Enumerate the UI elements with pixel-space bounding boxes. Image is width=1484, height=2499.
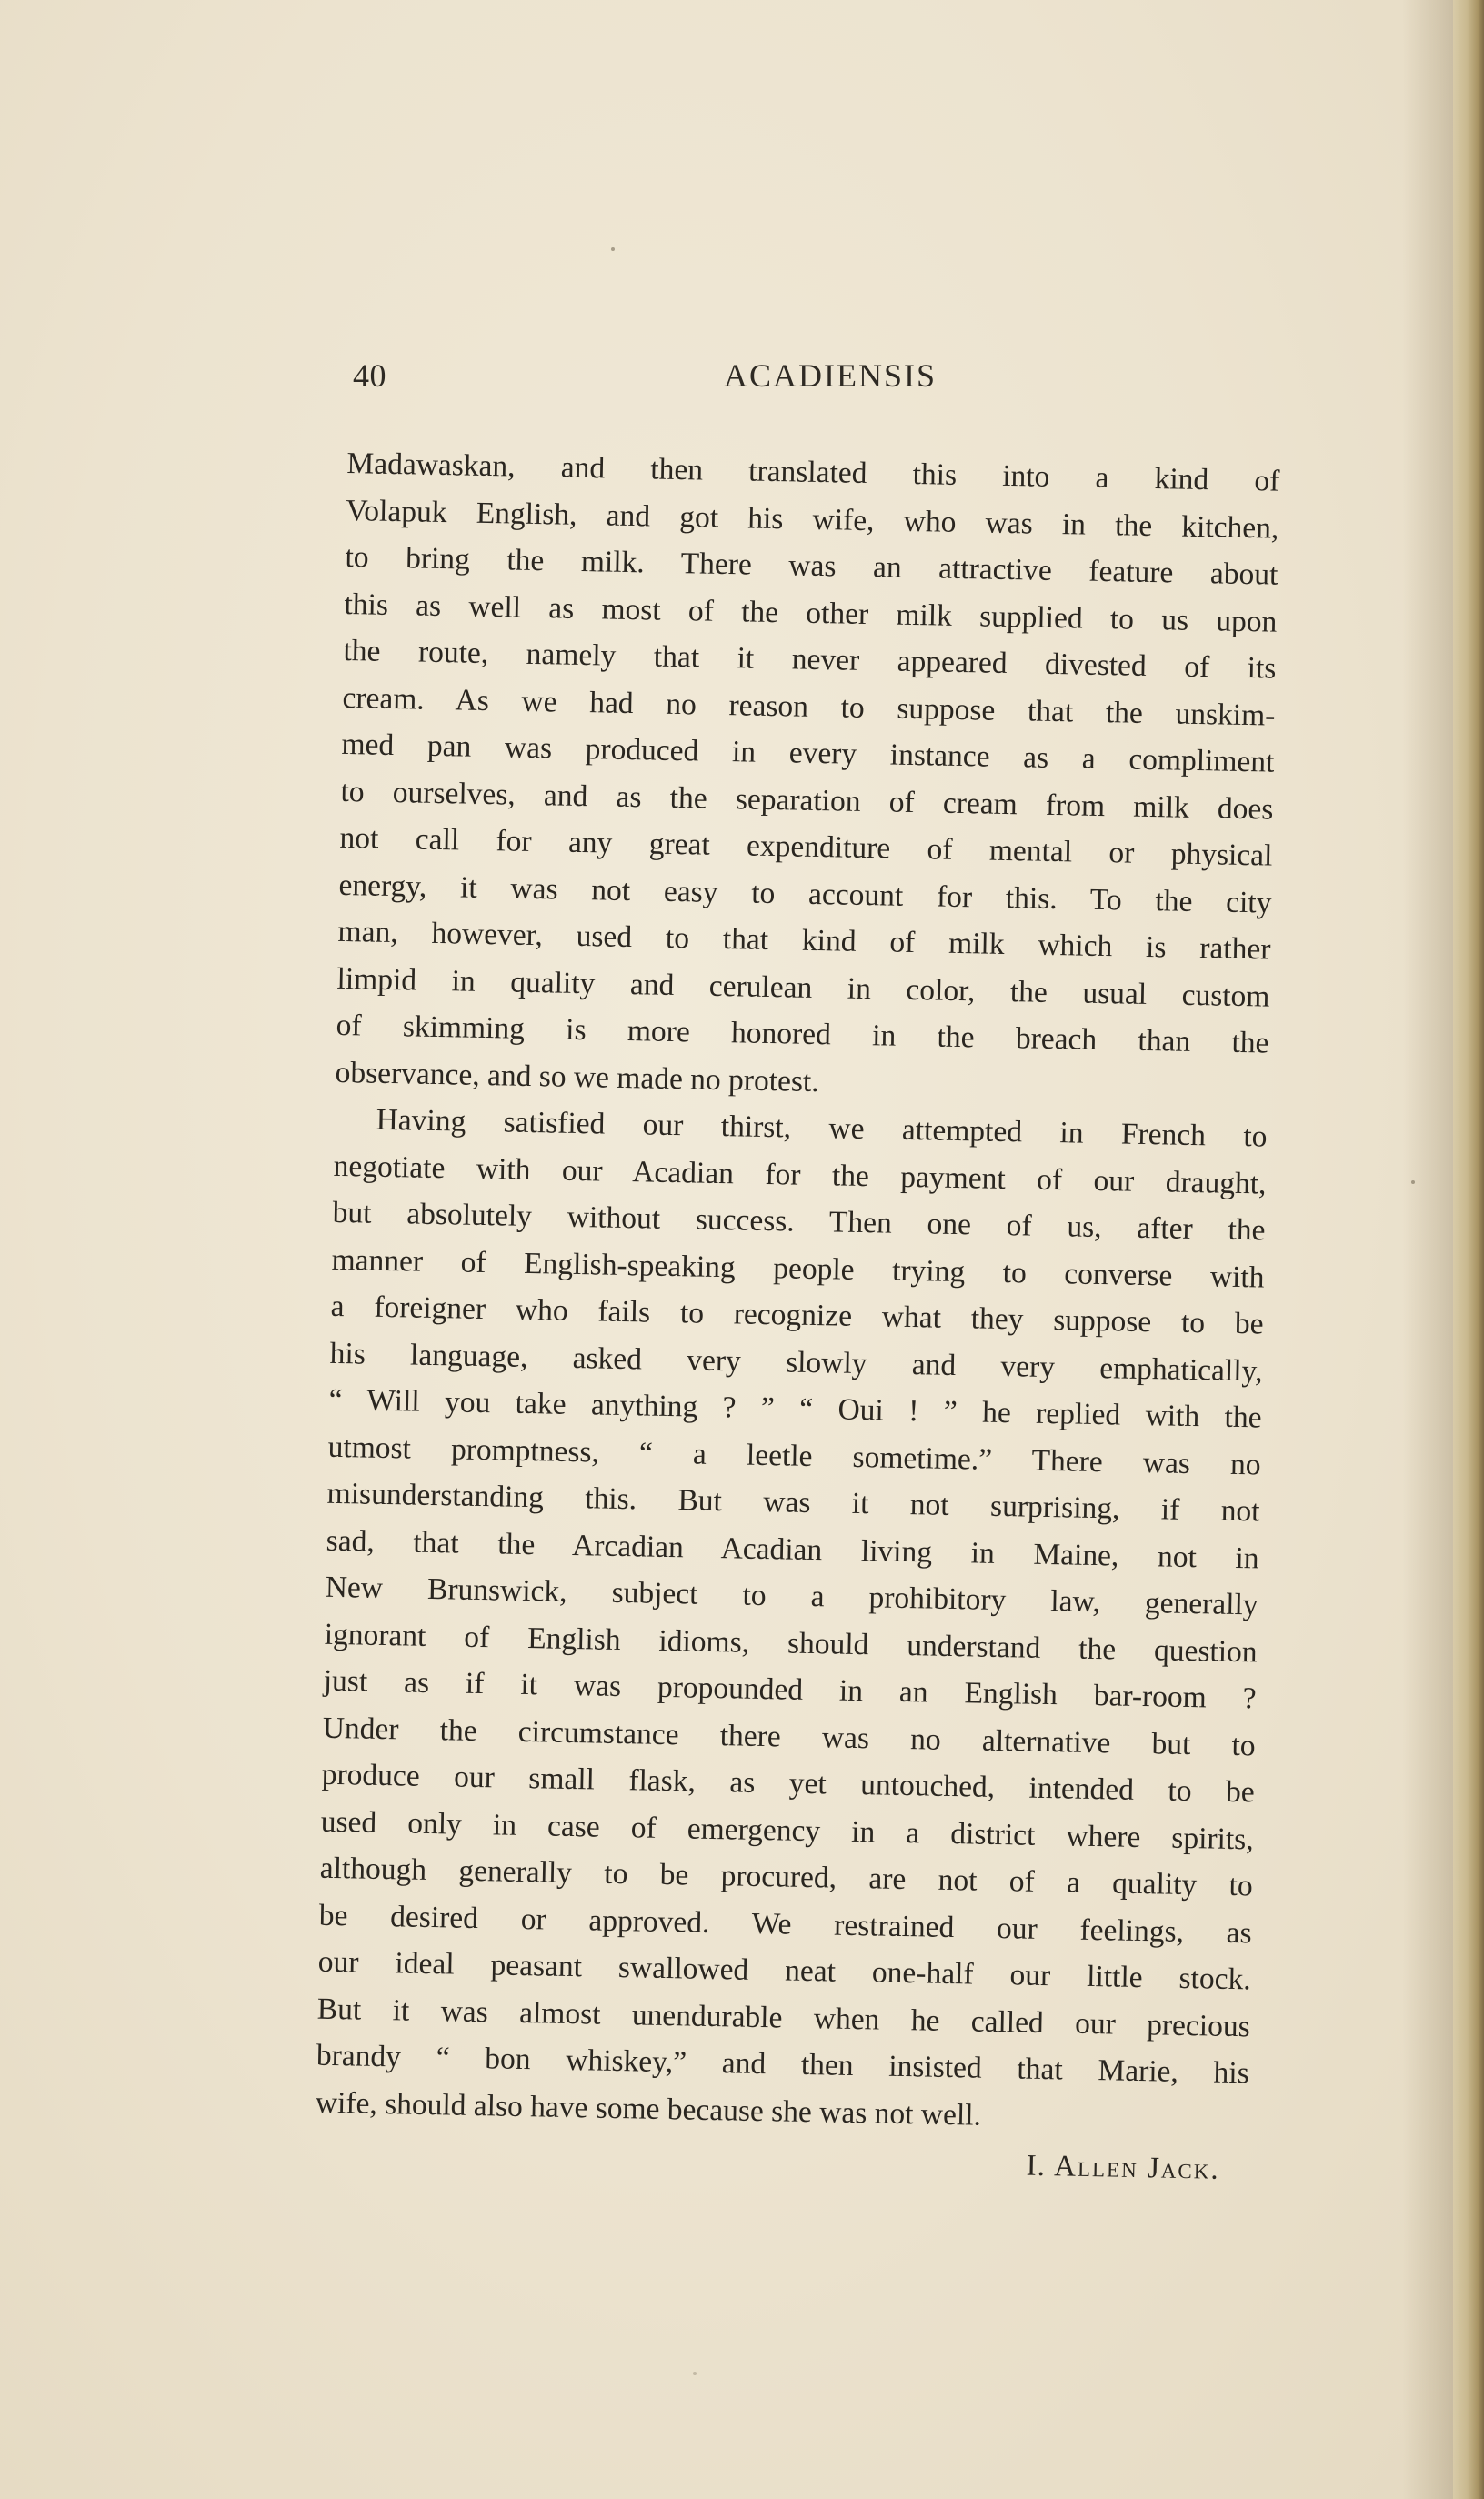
paragraph-1 (335, 440, 1280, 1114)
text-line: manner of English-speaking people trying to converse with (331, 1242, 1265, 1295)
page-edge-shadow (1453, 0, 1484, 2499)
text-line: his language, asked very slowly and very emphatically, (329, 1336, 1263, 1389)
text-line: to bring the milk. There was an attractive feature about (345, 539, 1278, 592)
text-line: a foreigner who fails to recognize what they suppose to be (330, 1289, 1264, 1341)
text-line: Under the circumstance there was no alternative but to (322, 1711, 1256, 1762)
text-line: brandy “ bon whiskey,” and then insisted that Marie, his (316, 2038, 1250, 2091)
paragraph-2 (315, 1096, 1268, 2143)
paper-speck (693, 2372, 697, 2375)
text-line: “ Will you take anything ? ” “ Oui ! ” he replied with the (328, 1382, 1262, 1435)
text-line: just as if it was propounded in an English bar-room ? (323, 1663, 1257, 1716)
text-line: to ourselves, and as the separation of cream from milk does (340, 774, 1274, 827)
text-line: of skimming is more honored in the breach than the (336, 1008, 1269, 1060)
running-head (353, 356, 1289, 404)
text-line: limpid in quality and cerulean in color, the usual custom (336, 961, 1270, 1014)
text-line: utmost promptness, “ a leetle sometime.” There was no (327, 1430, 1261, 1481)
text-line: observance, and so we made no protest. (335, 1055, 820, 1099)
signature-name: Allen Jack. (1053, 2150, 1221, 2186)
text-line: med pan was produced in every instance as a compliment (341, 727, 1275, 779)
text-line: our ideal peasant swallowed neat one-half our little stock. (317, 1944, 1252, 1997)
signature-initial: I. (1026, 2149, 1047, 2183)
text-line: used only in case of emergency in a district where spirits, (320, 1804, 1255, 1856)
text-line: New Brunswick, subject to a prohibitory law, generally (325, 1570, 1258, 1622)
text-line: sad, that the Arcadian Acadian living in Maine, not in (326, 1523, 1259, 1575)
text-line: the route, namely that it never appeared divested of its (343, 633, 1277, 686)
text-line: negotiate with our Acadian for the payment of our draught, (333, 1149, 1267, 1201)
paper-speck (1411, 1180, 1415, 1184)
text-line: cream. As we had no reason to suppose that the unskim- (342, 680, 1276, 733)
text-line: although generally to be procured, are not of a quality to (319, 1851, 1254, 1903)
text-line: wife, should also have some because she was not well. (315, 2085, 982, 2133)
text-line: energy, it was not easy to account for this. To the city (338, 868, 1272, 920)
text-line: But it was almost unendurable when he called our precious (316, 1992, 1251, 2043)
text-line: this as well as most of the other milk supplied to us upon (344, 587, 1278, 639)
body-text (314, 440, 1279, 2194)
text-line: not call for any great expenditure of mental or physical (339, 820, 1273, 873)
text-line: misunderstanding this. But was it not surprising, if not (326, 1476, 1260, 1529)
text-line: ignorant of English idioms, should understand the question (324, 1617, 1258, 1669)
paper-speck (611, 247, 615, 251)
text-line: man, however, used to that kind of milk which is rather (337, 914, 1271, 967)
page-number: 40 (353, 357, 386, 394)
text-line: be desired or approved. We restrained our feelings, as (318, 1898, 1253, 1950)
running-title: ACADIENSIS (723, 357, 937, 394)
text-line: Having satisfied our thirst, we attempted in French to (376, 1102, 1268, 1154)
text-line: Madawaskan, and then translated this into a kind of (346, 446, 1280, 498)
text-line: produce our small flask, as yet untouched, intended to be (321, 1757, 1255, 1810)
text-line: but absolutely without success. Then one of us, after the (332, 1195, 1266, 1248)
text-line: Volapuk English, and got his wife, who was in the kitchen, (346, 493, 1279, 546)
